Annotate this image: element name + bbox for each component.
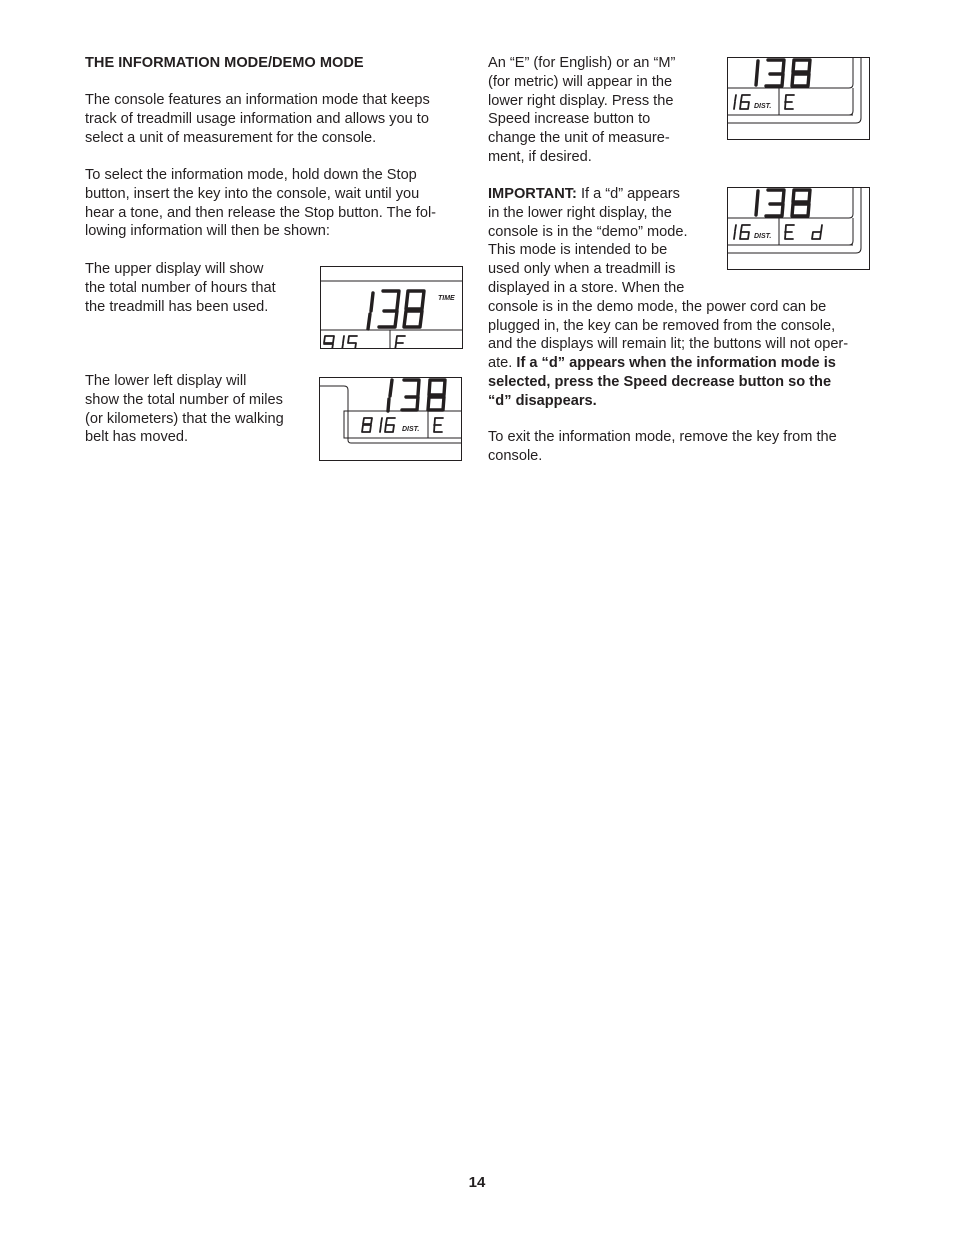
upper-digits (388, 380, 445, 411)
text-line: hear a tone, and then release the Stop button. The fol- (85, 204, 437, 221)
units-display-figure (727, 57, 870, 140)
text-line: (or kilometers) that the walking (85, 410, 284, 427)
hours-display-figure (320, 266, 463, 349)
upper-digits (756, 190, 810, 216)
text-line: console is in the demo mode, the power cord can be (488, 298, 827, 315)
text-line: ment, if desired. (488, 148, 592, 165)
section-heading: THE INFORMATION MODE/DEMO MODE (85, 55, 364, 71)
text-line: displayed in a store. When the (488, 279, 685, 296)
mixed-line (488, 354, 848, 373)
text-line: The lower left display will (85, 373, 247, 389)
text-line: This mode is intended to be (488, 242, 668, 259)
text-line: belt has moved. (85, 429, 189, 446)
page-number: 14 (468, 1174, 486, 1191)
lower-left-digits (324, 336, 357, 349)
text-fragment: If a “d” appears (576, 186, 680, 202)
text-line: plugged in, the key can be removed from the console, (488, 317, 836, 334)
text-line: track of treadmill usage information and allows you to (85, 110, 429, 127)
text-line: (for metric) will appear in the (488, 73, 673, 90)
dist-label: DIST. (754, 103, 772, 110)
text-line: used only when a treadmill is (488, 261, 676, 278)
text-line: the treadmill has been used. (85, 298, 269, 315)
exit-paragraph (488, 428, 837, 466)
text-line-bold: selected, press the Speed decrease button so the (488, 373, 832, 390)
text-line: select a unit of measurement for the console. (85, 129, 377, 146)
text-line: lowing information will then be shown: (85, 223, 330, 240)
text-line: and the displays will remain lit; the buttons will not oper- (488, 336, 849, 353)
lower-left-digits (734, 95, 750, 109)
text-line: The console features an information mode that keeps (85, 92, 430, 108)
important-label: IMPORTANT: (488, 186, 577, 202)
lower-right-e (785, 225, 794, 239)
dist-label: DIST. (754, 233, 772, 240)
select-mode-paragraph (85, 166, 436, 241)
text-fragment-bold: If a “d” appears when the information mode is (516, 355, 836, 372)
dist-label: DIST. (402, 426, 420, 433)
text-line: Speed increase button to (488, 111, 651, 128)
lower-left-display-paragraph (85, 372, 284, 447)
text-fragment: ate. (488, 355, 517, 372)
lower-right-e (434, 418, 443, 432)
text-line: To select the information mode, hold down the Stop (85, 167, 417, 183)
lower-left-digits (362, 418, 395, 432)
text-line: show the total number of miles (85, 391, 283, 408)
upper-digits (756, 60, 810, 86)
lower-right-e (785, 95, 794, 109)
text-line: An “E” (for English) or an “M” (488, 55, 676, 71)
time-label: TIME (438, 295, 455, 302)
text-line: the total number of hours that (85, 279, 276, 296)
text-line-bold: “d” disappears. (488, 392, 597, 409)
intro-paragraph (85, 91, 430, 147)
lower-right-e (395, 336, 405, 349)
lower-left-digits (734, 225, 750, 239)
upper-digits (368, 291, 424, 329)
text-line: change the unit of measure- (488, 130, 670, 147)
text-line: The upper display will show (85, 261, 264, 277)
text-line: button, insert the key into the console, wait until you (85, 185, 420, 202)
text-line: To exit the information mode, remove the key from the (488, 429, 837, 445)
miles-display-figure (319, 377, 462, 461)
text-line: console is in the “demo” mode. (488, 223, 688, 240)
demo-display-figure (727, 187, 870, 270)
text-line: in the lower right display, the (488, 204, 672, 221)
lower-right-d (812, 225, 822, 239)
text-line: console. (488, 447, 543, 464)
units-paragraph (488, 54, 675, 167)
text-line: lower right display. Press the (488, 92, 674, 109)
upper-display-paragraph (85, 260, 276, 316)
